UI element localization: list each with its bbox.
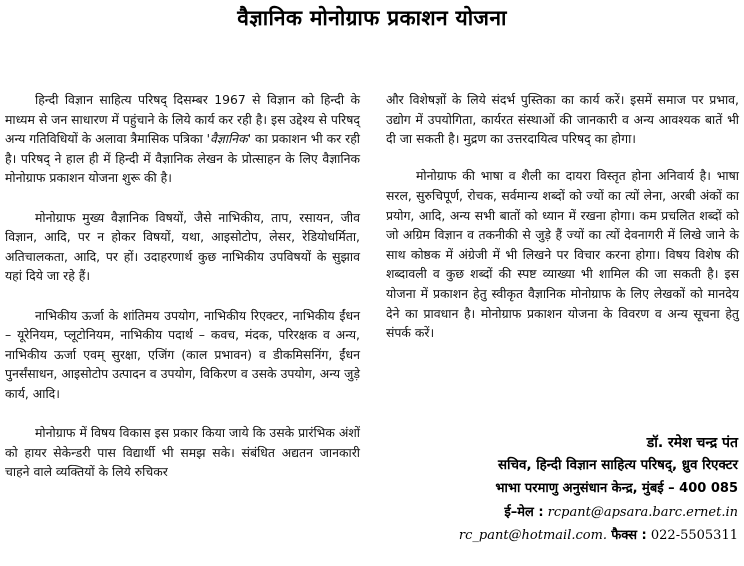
left-column xyxy=(5,90,360,501)
email-link-2[interactable]: rc_pant@hotmail.com. xyxy=(458,528,608,543)
language-paragraph: मोनोग्राफ की भाषा व शैली का दायरा विस्तृत होना अनिवार्य है। भाषा सरल, सुरुचिपूर्ण, रोचक, सर्वमान्य शब्दों को ज्यों का त्यों लेना, अरबी अंकों का प्रयोग, आदि, अन्य सभी बातों को ध्यान में रखना होगा। कम प्रचलित शब्दों को जो अग्रिम विज्ञान व तकनीकी से जुड़े हैं ज्यों का त्यों देवनागरी में लिखे जाने के साथ कोष्ठक में अंग्रेजी में भी लिखने पर विचार करना होगा। विषय विशेष की शब्दावली व कुछ शब्दों की स्पष्ट व्याख्या भी शामिल की जा सकती है। इस योजना में प्रकाशन हेतु स्वीकृत वैज्ञानिक मोनोग्राफ के लिए लेखकों को मानदेय देने का प्रावधान है। मोनोग्राफ प्रकाशन योजना के विवरण व अन्य सूचना हेतु संपर्क करें। xyxy=(386,168,739,341)
fax-line xyxy=(459,525,738,543)
intro-text-b: का प्रकाशन भी कर रही है। परिषद् ने हाल ही में हिन्दी में वैज्ञानिक लेखन के प्रोत्साहन के लिए वैज्ञानिक मोनोग्राफ प्रकाशन योजना शुरू की है। xyxy=(5,131,360,186)
email-label: ई–मेल : xyxy=(504,505,544,520)
signature-title: सचिव, हिन्दी विज्ञान साहित्य परिषद्, ध्रुव रिएक्टर xyxy=(497,458,738,473)
email-link[interactable]: rcpant@apsara.barc.ernet.in xyxy=(547,505,738,520)
reference-paragraph: और विशेषज्ञों के लिये संदर्भ पुस्तिका का कार्य करें। इसमें समाज पर प्रभाव, उद्योग में उपयोगिता, कार्यरत संस्थाओं की जानकारी व अन्य आवश्यक बातें भी दी जा सकती है। मुद्रण का उत्तरदायित्व परिषद् का होगा। xyxy=(386,92,739,147)
development-paragraph: मोनोग्राफ में विषय विकास इस प्रकार किया जाये कि उसके प्रारंभिक अंशों को हायर सेकेन्डरी पास विद्यार्थी भी समझ सके। संबंधित अद्यतन जानकारी चाहने वाले व्यक्तियों के लिये रुचिकर xyxy=(5,425,360,480)
subjects-paragraph: मोनोग्राफ मुख्य वैज्ञानिक विषयों, जैसे नाभिकीय, ताप, रसायन, जीव विज्ञान, आदि, पर न होकर विषयों, यथा, आइसोटोप, लेसर, रेडियोधर्मिता, अतिचालकता, आदि, पर हों। उदाहरणार्थ कुछ नाभिकीय उपविषयों के सुझाव यहां दिये जा रहे हैं। xyxy=(5,209,360,284)
nuclear-topics-paragraph: नाभिकीय ऊर्जा के शांतिमय उपयोग, नाभिकीय रिएक्टर, नाभिकीय ईंधन – यूरेनियम, प्लूटोनियम, नाभिकीय पदार्थ – कवच, मंदक, परिरक्षक व अन्य, नाभिकीय ऊर्जा एवम् सुरक्षा, एजिंग (काल प्रभावन) व डीकमिसनिंग, ईंधन पुनर्संसाधन, आइसोटोप उत्पादन व उपयोग, विकिरण व उसके उपयोग, अन्य जुड़े कार्य, आदि। xyxy=(5,307,360,401)
page-title: वैज्ञानिक मोनोग्राफ प्रकाशन योजना xyxy=(237,6,507,30)
right-column xyxy=(386,90,739,362)
signature-name: डॉ. रमेश चन्द्र पंत xyxy=(646,435,738,451)
intro-paragraph xyxy=(5,90,360,188)
fax-label: फैक्स : xyxy=(611,528,647,543)
fax-number: 022-5505311 xyxy=(650,528,738,543)
magazine-name: 'वैज्ञानिक' xyxy=(206,131,252,147)
email-line xyxy=(504,502,738,520)
intro-text-a: हिन्दी विज्ञान साहित्य परिषद् दिसम्बर 1967 से विज्ञान को हिन्दी के माध्यम से जन साधारण में पहुंचाने के लिये कार्य कर रही है। इस उद्देश्य से परिषद् अन्य गतिविधियों के अलावा त्रैमासिक पत्रिका xyxy=(5,92,360,147)
signature-address: भाभा परमाणु अनुसंधान केन्द्र, मुंबई – 400 085 xyxy=(495,481,738,496)
